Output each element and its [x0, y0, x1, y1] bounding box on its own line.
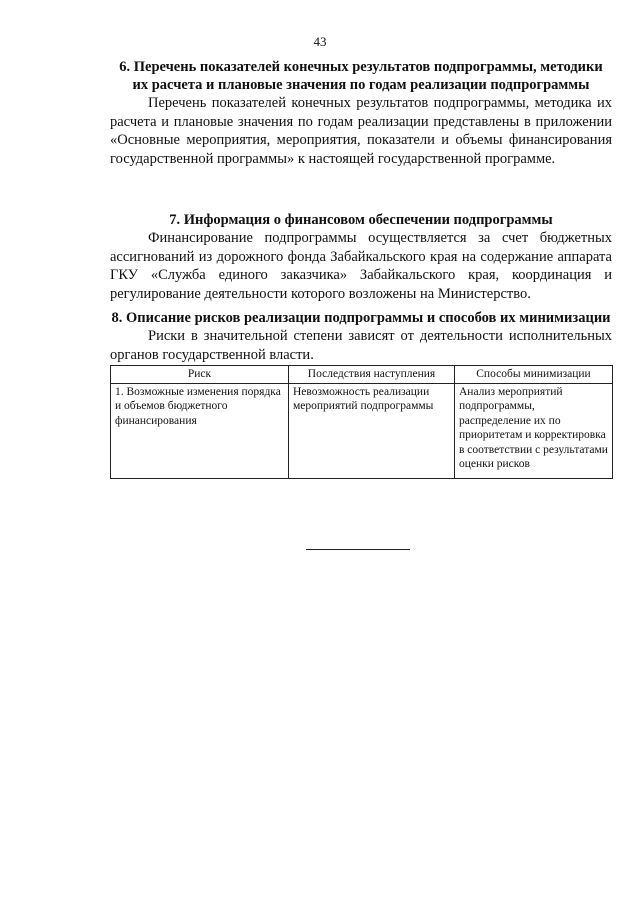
page-number: 43: [313, 34, 327, 49]
section-7: [110, 211, 612, 303]
mitigation-cell: Анализ мероприятий подпрограммы, распределение их по приоритетам и корректировка в соответствии с результатами оценки рисков: [455, 383, 613, 478]
end-divider: [306, 549, 410, 550]
section-6: [110, 58, 612, 168]
consequence-cell: Невозможность реализации мероприятий подпрограммы: [289, 383, 455, 478]
risk-table-header-row: [111, 366, 613, 384]
risk-column-header: Риск: [111, 366, 289, 384]
mitigation-column-header: Способы минимизации: [455, 366, 613, 384]
section-7-heading: 7. Информация о финансовом обеспечении подпрограммы: [169, 212, 553, 228]
risk-table: [110, 365, 613, 479]
section-8-paragraph: Риски в значительной степени зависят от деятельности исполнительных органов государственной власти.: [110, 328, 612, 363]
section-7-paragraph: Финансирование подпрограммы осуществляется за счет бюджетных ассигнований из дорожного фонда Забайкальского края на содержание аппарата ГКУ «Служба единого заказчика» Забайкальского края, координация и регулирование деятельности которого возложены на Министерство.: [110, 230, 612, 302]
section-8-heading: 8. Описание рисков реализации подпрограммы и способов их минимизации: [111, 310, 611, 326]
section-8: [110, 309, 612, 479]
section-6-heading: 6. Перечень показателей конечных результатов подпрограммы, методики их расчета и плановые значения по годам реализации подпрограммы: [119, 59, 603, 93]
risk-cell: 1. Возможные изменения порядка и объемов бюджетного финансирования: [111, 383, 289, 478]
section-6-paragraph: Перечень показателей конечных результатов подпрограммы, методика их расчета и плановые значения по годам реализации представлены в приложении «Основные мероприятия, мероприятия, показатели и объемы финансирования государственной программы» к настоящей государственной программе.: [110, 95, 612, 167]
consequence-column-header: Последствия наступления: [289, 366, 455, 384]
table-row: [111, 383, 613, 478]
